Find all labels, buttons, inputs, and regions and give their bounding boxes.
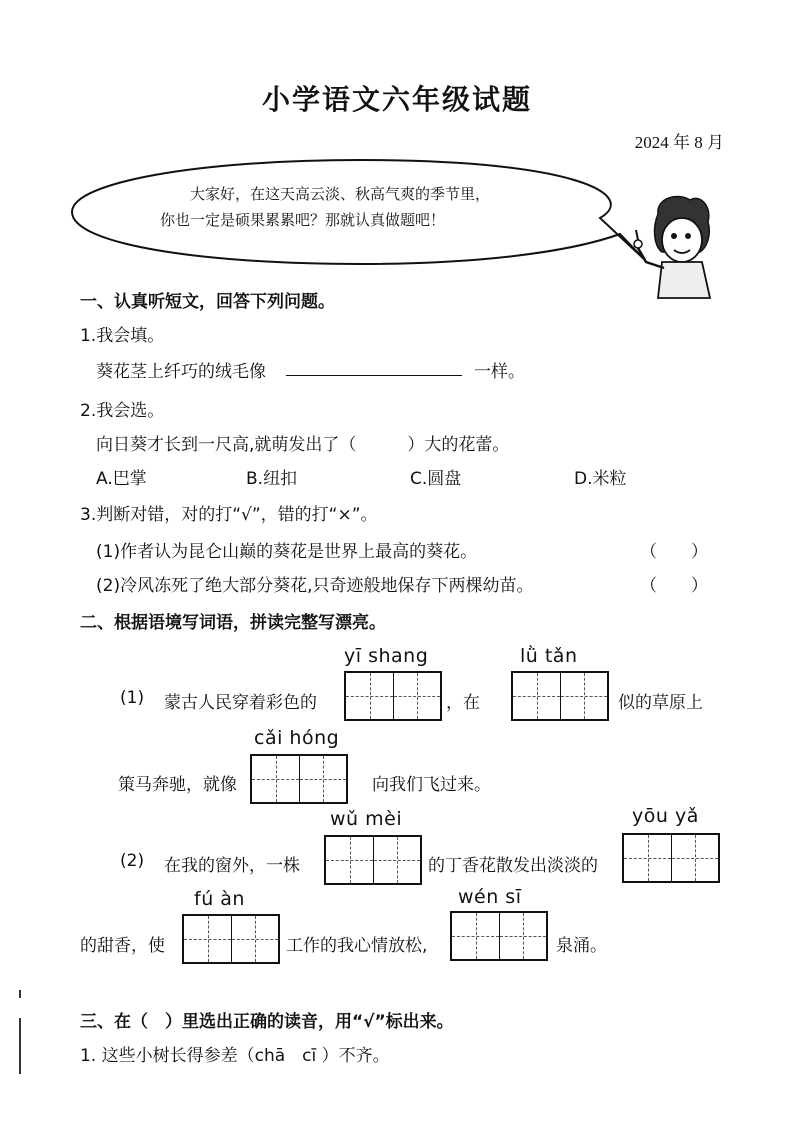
- p2-text-5: 泉涌。: [556, 936, 607, 956]
- p1-text-3: 似的草原上: [618, 693, 703, 713]
- p2-text-4: 工作的我心情放松,: [286, 936, 428, 956]
- q1-text-before: 葵花茎上纤巧的绒毛像: [96, 362, 266, 382]
- writing-grid-lvtan[interactable]: [511, 671, 609, 721]
- writing-grid-caihong[interactable]: [250, 754, 348, 804]
- bubble-line-1: 大家好，在这天高云淡、秋高气爽的季节里，: [190, 185, 491, 203]
- s3-q1: 1. 这些小树长得参差（chā cī ）不齐。: [80, 1046, 390, 1066]
- writing-grid-wumei[interactable]: [324, 835, 422, 885]
- p2-number: (2): [120, 851, 145, 871]
- cartoon-boy-illustration: [628, 192, 718, 300]
- p1-text-4: 策马奔驰，就像: [118, 775, 237, 795]
- q3-item-1-answer[interactable]: （ ）: [640, 542, 708, 562]
- q2-option-d[interactable]: D.米粒: [574, 469, 627, 489]
- q3-label: 3.判断对错，对的打“√”，错的打“×”。: [80, 505, 378, 525]
- q2-option-a[interactable]: A.巴掌: [96, 469, 147, 489]
- p1-number: (1): [120, 688, 145, 708]
- pinyin-wumei: wǔ mèi: [330, 808, 403, 830]
- p1-text-1: 蒙古人民穿着彩色的: [164, 693, 317, 713]
- p1-text-5: 向我们飞过来。: [372, 775, 491, 795]
- q2-label: 2.我会选。: [80, 401, 165, 421]
- p2-text-1: 在我的窗外，一株: [164, 856, 300, 876]
- q2-stem: 向日葵才长到一尺高,就萌发出了（ ）大的花蕾。: [96, 435, 510, 455]
- p2-text-2: 的丁香花散发出淡淡的: [428, 856, 598, 876]
- writing-grid-fuan[interactable]: [182, 914, 280, 964]
- q2-option-b[interactable]: B.纽扣: [246, 469, 298, 489]
- q1-label: 1.我会填。: [80, 326, 165, 346]
- p2-text-3: 的甜香，使: [80, 936, 165, 956]
- pinyin-wensi: wén sī: [458, 886, 522, 908]
- p1-text-2: ，在: [446, 693, 480, 713]
- section-2-heading: 二、根据语境写词语，拼读完整写漂亮。: [80, 613, 386, 633]
- writing-grid-wensi[interactable]: [450, 911, 548, 961]
- section-3-heading: 三、在（ ）里选出正确的读音，用“√”标出来。: [80, 1012, 454, 1032]
- section-1-heading: 一、认真听短文，回答下列问题。: [80, 292, 335, 312]
- margin-mark: [19, 990, 21, 998]
- pinyin-lvtan: lǜ tǎn: [520, 645, 578, 667]
- q1-answer-blank[interactable]: [286, 375, 462, 376]
- q3-item-1: (1)作者认为昆仑山巅的葵花是世界上最高的葵花。: [96, 542, 478, 562]
- pinyin-caihong: cǎi hóng: [254, 727, 340, 749]
- pinyin-fuan: fú àn: [194, 888, 245, 910]
- margin-line: [19, 1018, 21, 1074]
- q2-option-c[interactable]: C.圆盘: [410, 469, 462, 489]
- pinyin-youya: yōu yǎ: [632, 805, 699, 827]
- writing-grid-youya[interactable]: [622, 833, 720, 883]
- bubble-line-2: 你也一定是硕果累累吧？那就认真做题吧！: [160, 211, 446, 229]
- q3-item-2-answer[interactable]: （ ）: [640, 576, 708, 596]
- q1-text-after: 一样。: [474, 362, 525, 382]
- exam-date: 2024 年 8 月: [634, 133, 724, 152]
- q3-item-2: (2)冷风冻死了绝大部分葵花,只奇迹般地保存下两棵幼苗。: [96, 576, 534, 596]
- writing-grid-yishang[interactable]: [344, 671, 442, 721]
- page-title: 小学语文六年级试题: [261, 83, 532, 116]
- pinyin-yishang: yī shang: [344, 645, 429, 667]
